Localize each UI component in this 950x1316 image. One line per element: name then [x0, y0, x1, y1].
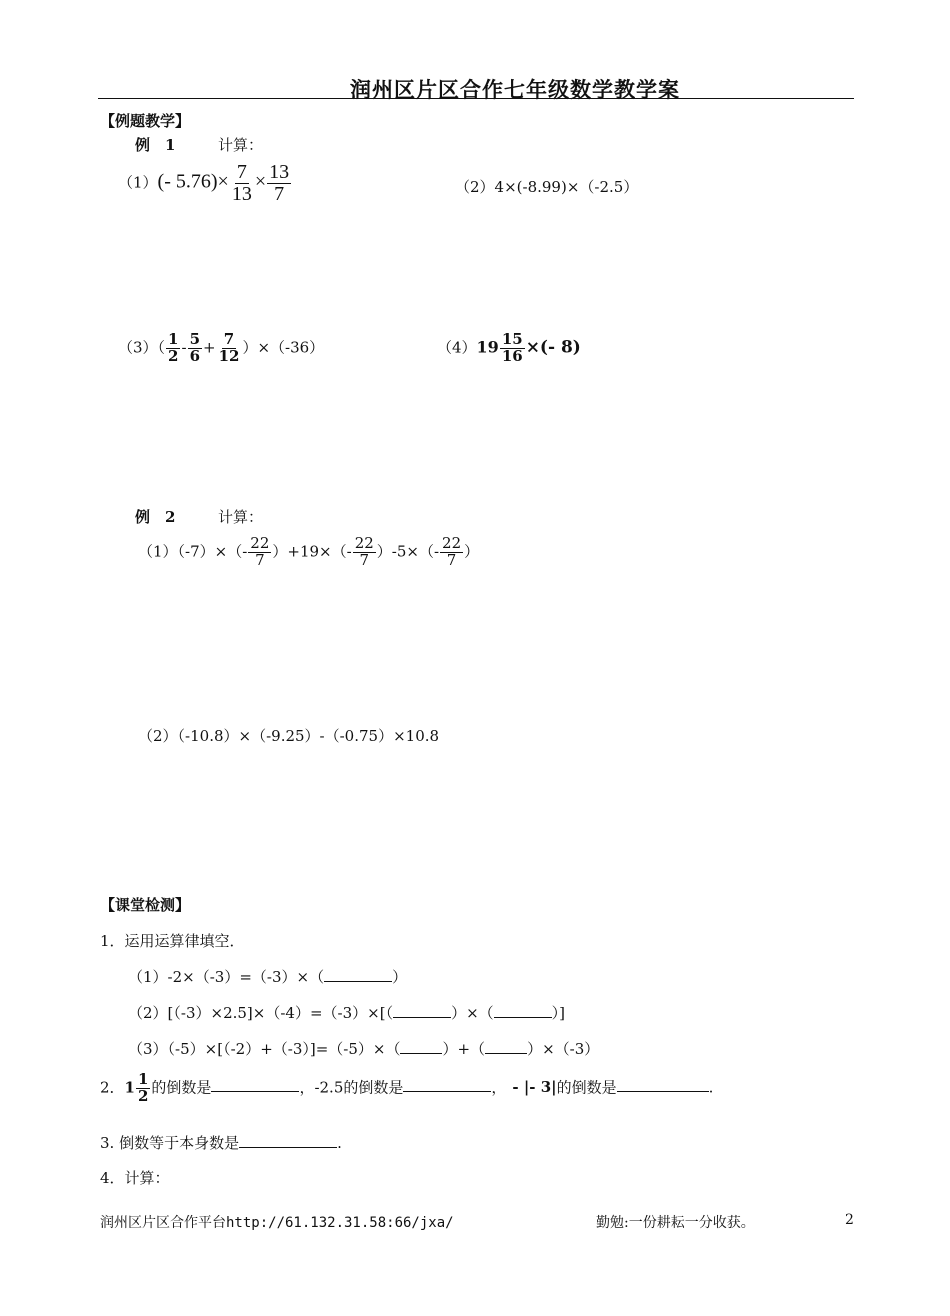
answer-blank[interactable]	[403, 1077, 491, 1092]
answer-blank[interactable]	[393, 1003, 451, 1018]
answer-blank[interactable]	[400, 1039, 442, 1054]
q2-line: 2．1 $\frac{1}{2}$ 的倒数是 ，-2.5的倒数是 ， - |- 3|的倒数是 .	[100, 1070, 714, 1105]
answer-blank[interactable]	[324, 967, 392, 982]
ex1-problem-2: （2）4×(-8.99)×（-2.5）	[455, 178, 639, 196]
ex1-problem-1	[118, 162, 292, 205]
abs-expression: - |- 3|	[512, 1078, 557, 1097]
problem-index: （3）（	[118, 338, 166, 357]
fraction: $\frac{13}{7}$	[269, 161, 290, 205]
fraction: $\frac{5}{6}$	[189, 330, 200, 365]
footer-motto: 勤勉:一份耕耘一分收获。	[596, 1215, 755, 1231]
problem-part: ）+19×（-	[272, 542, 352, 561]
problem-tail: ）×（-36）	[242, 338, 325, 357]
example2-label: 例 2	[135, 508, 176, 526]
answer-blank[interactable]	[239, 1133, 337, 1148]
mixed-whole: 19	[476, 337, 499, 357]
problem-index: （1）	[118, 173, 158, 192]
problem-term: (- 5.76)	[157, 170, 218, 193]
mixed-whole: 1	[124, 1078, 135, 1097]
q1-line-3: （3）（-5）×[（-2）+（-3）]=（-5）×（ ）+（ ）×（-3）	[128, 1040, 600, 1058]
example2-prompt: 计算：	[218, 508, 264, 526]
answer-blank[interactable]	[494, 1003, 552, 1018]
ex1-problem-3	[118, 332, 324, 365]
fraction: $\frac{7}{12}$	[218, 330, 240, 365]
times-sign: ×	[254, 170, 267, 193]
operator: -	[181, 338, 187, 357]
fraction: $\frac{22}{7}$	[250, 534, 270, 569]
example1-label: 例 1	[135, 136, 176, 154]
answer-blank[interactable]	[485, 1039, 527, 1054]
problem-part: ）-5×（-	[376, 542, 440, 561]
example1-prompt: 计算：	[218, 136, 264, 154]
fraction: $\frac{7}{13}$	[231, 161, 252, 205]
problem-part: ）	[464, 542, 480, 561]
problem-index: （1）（-7）×（-	[138, 542, 248, 561]
footer-site: 润州区片区合作平台http://61.132.31.58:66/jxa/	[100, 1215, 454, 1231]
fraction: $\frac{15}{16}$	[501, 330, 523, 365]
operator: +	[203, 338, 216, 357]
page-title: 润州区片区合作七年级数学教学案	[350, 77, 680, 102]
fraction: $\frac{1}{2}$	[137, 1070, 149, 1105]
header-divider	[98, 98, 854, 99]
fraction: $\frac{1}{2}$	[168, 330, 179, 365]
q3-line: 3. 倒数等于本身数是 .	[100, 1134, 342, 1152]
ex2-problem-1	[138, 536, 479, 569]
section-title-check: 【课堂检测】	[100, 896, 191, 914]
answer-blank[interactable]	[617, 1077, 709, 1092]
problem-index: （4）	[437, 338, 477, 357]
ex2-problem-2: （2）（-10.8）×（-9.25）-（-0.75）×10.8	[138, 727, 440, 745]
q1-line-2: （2）[（-3）×2.5]×（-4）=（-3）×[（ ）×（ ）]	[128, 1004, 566, 1022]
section-title-examples: 【例题教学】	[100, 112, 191, 130]
fraction: $\frac{22}{7}$	[354, 534, 374, 569]
fraction: $\frac{22}{7}$	[442, 534, 462, 569]
times-sign: ×	[217, 170, 229, 193]
q1-line-1: （1）-2×（-3）=（-3）×（ ）	[128, 968, 408, 986]
page-number: 2	[845, 1212, 854, 1228]
q4-line: 4．计算：	[100, 1169, 170, 1187]
answer-blank[interactable]	[211, 1077, 299, 1092]
ex1-problem-4	[437, 332, 581, 365]
q1-title: 1．运用运算律填空．	[100, 932, 245, 950]
problem-tail: ×(- 8)	[525, 337, 581, 358]
